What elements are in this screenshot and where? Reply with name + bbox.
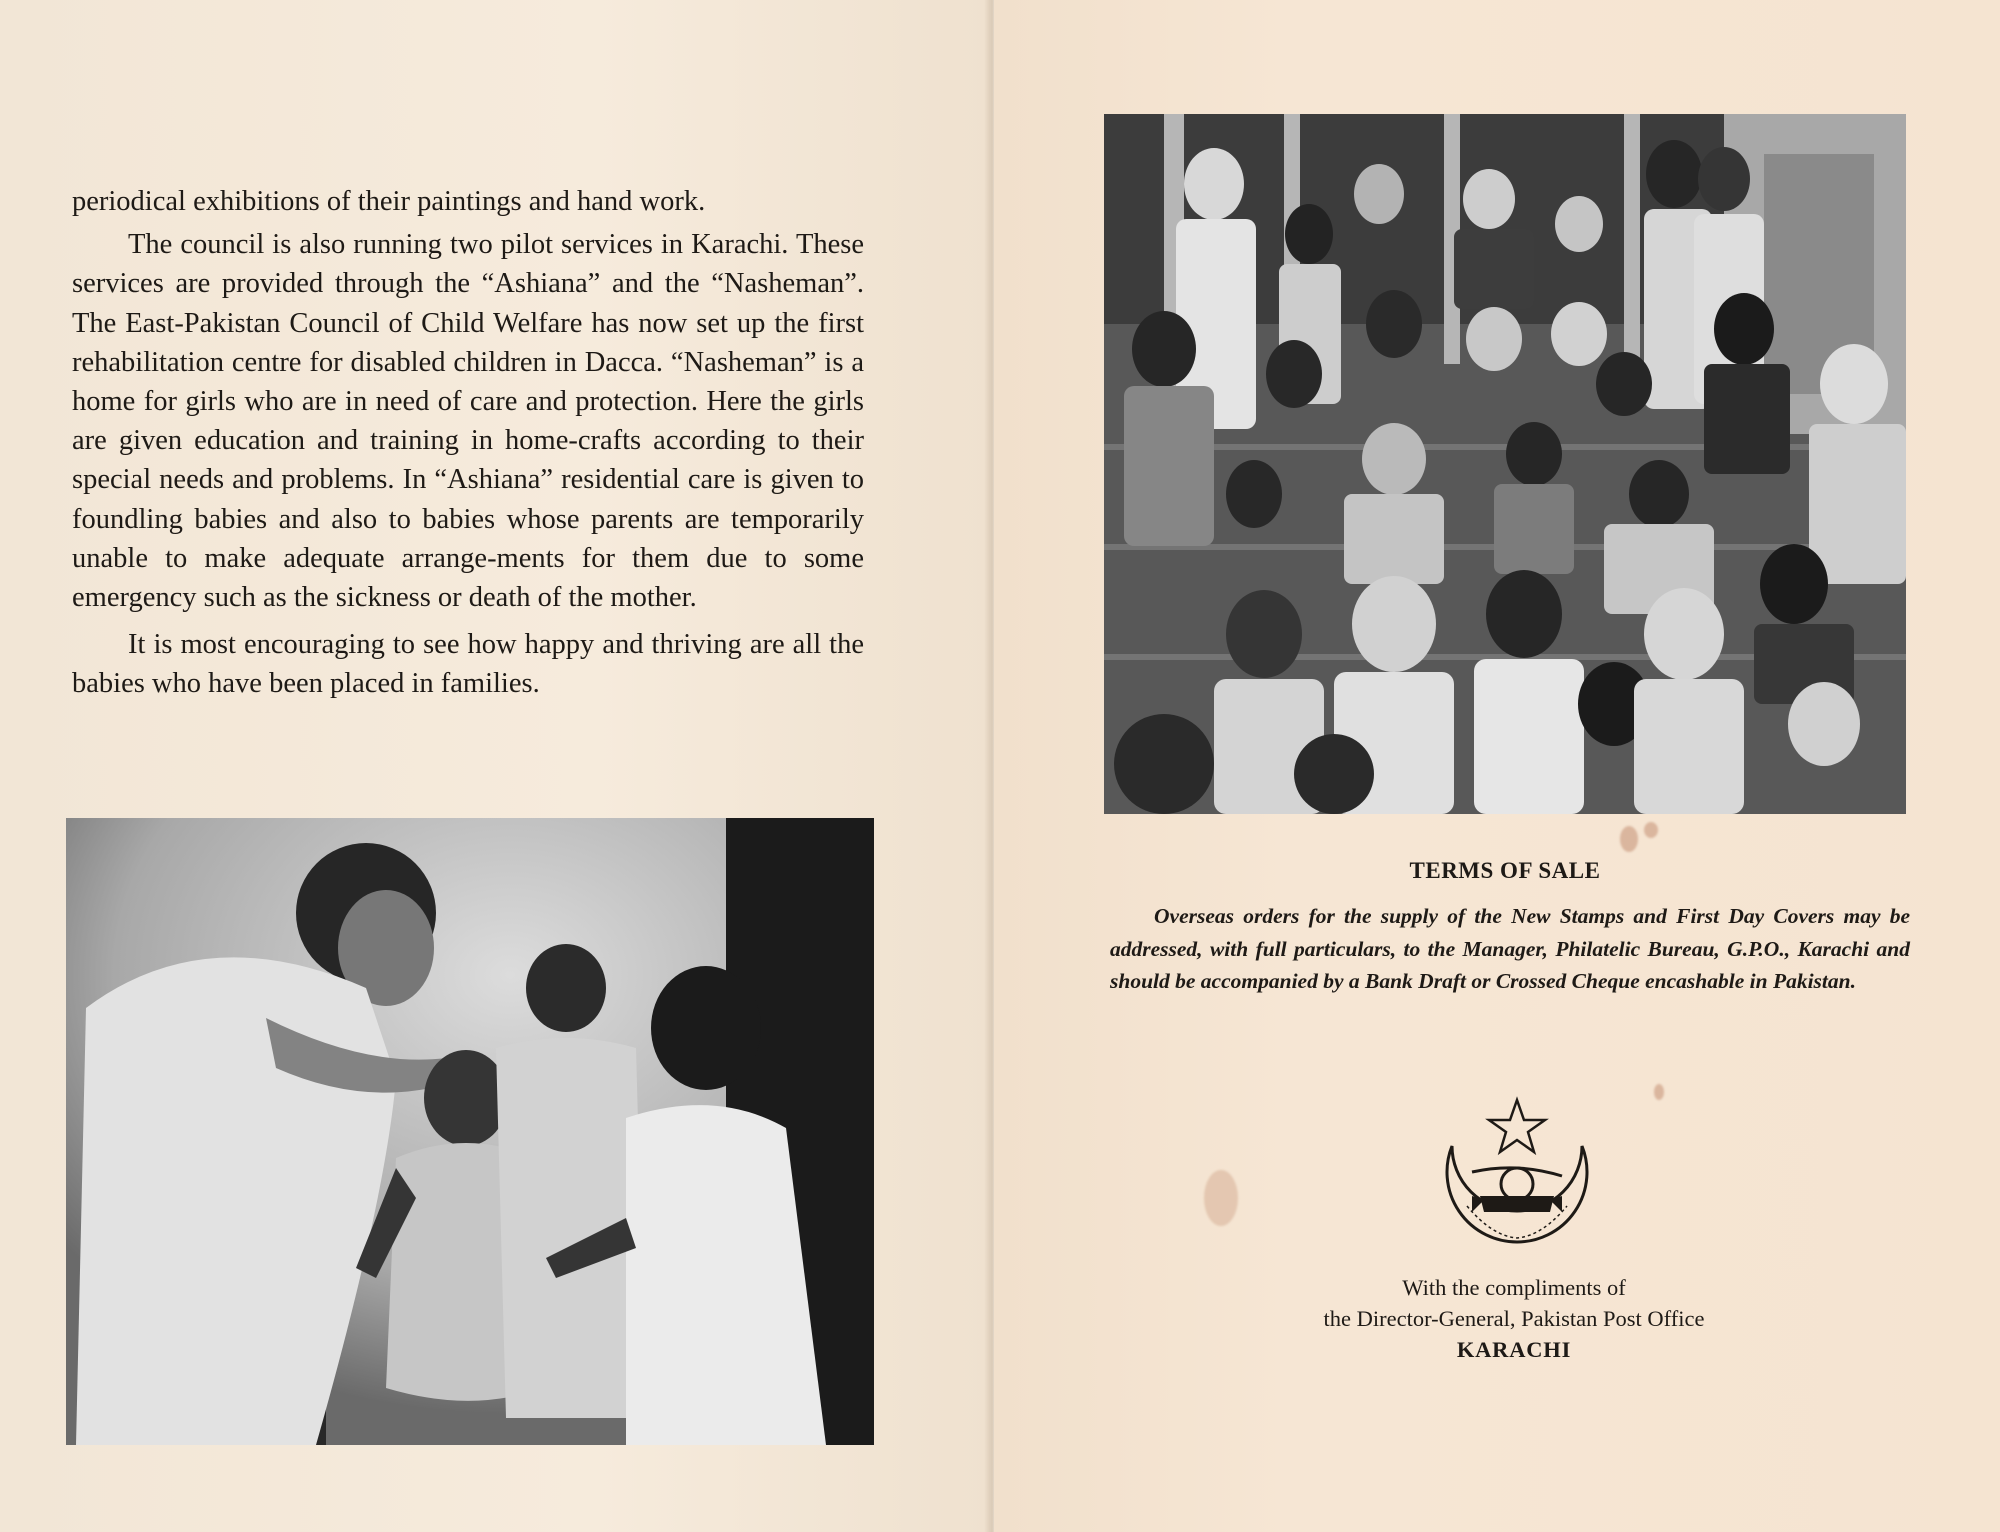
compliments-line-1: With the compliments of [1402, 1275, 1626, 1300]
compliments-block [1204, 1272, 1824, 1365]
crescent-star-horn-icon [1432, 1096, 1602, 1256]
stain-mark [1620, 826, 1638, 852]
left-page [0, 0, 990, 1532]
body-text [72, 182, 864, 704]
paragraph-2: The council is also running two pilot services in Karachi. These services are provided through the “Ashiana” and the “Nasheman”. The East-Pakistan Council of Child Welfare has now set up the first rehabilitation centre for disabled children in Dacca. “Nasheman” is a home for girls who are in need of care and protection. Here the girls are given education and training in home-crafts according to their special needs and problems. In “Ashiana” residential care is given to foundling babies and also to babies whose parents are temporarily unable to make adequate arrange-ments for them due to some emergency such as the sickness or death of the mother. [72, 229, 864, 614]
photo-children-illustration [1104, 114, 1906, 814]
terms-of-sale-body: Overseas orders for the supply of the New Stamps and First Day Covers may be addressed, with full particulars, to the Manager, Philatelic Bureau, G.P.O., Karachi and should be accompanied by a Bank Draft or Crossed Cheque encashable in Pakistan. [1110, 904, 1910, 993]
photo-nurse-feeding-children [66, 818, 874, 1445]
stain-mark [1204, 1170, 1238, 1226]
terms-of-sale-title: TERMS OF SALE [1409, 858, 1601, 883]
paragraph-1: periodical exhibitions of their paintings and hand work. [72, 186, 706, 217]
paragraph-3: It is most encouraging to see how happy and thriving are all the babies who have been placed in families. [72, 629, 864, 700]
stain-mark [1654, 1084, 1664, 1100]
stain-mark [1644, 822, 1658, 838]
compliments-line-2: the Director-General, Pakistan Post Office [1323, 1306, 1705, 1331]
post-office-emblem [1432, 1096, 1602, 1256]
photo-children-singing [1104, 114, 1906, 814]
compliments-city: KARACHI [1456, 1337, 1572, 1362]
photo-nurse-illustration [66, 818, 874, 1445]
